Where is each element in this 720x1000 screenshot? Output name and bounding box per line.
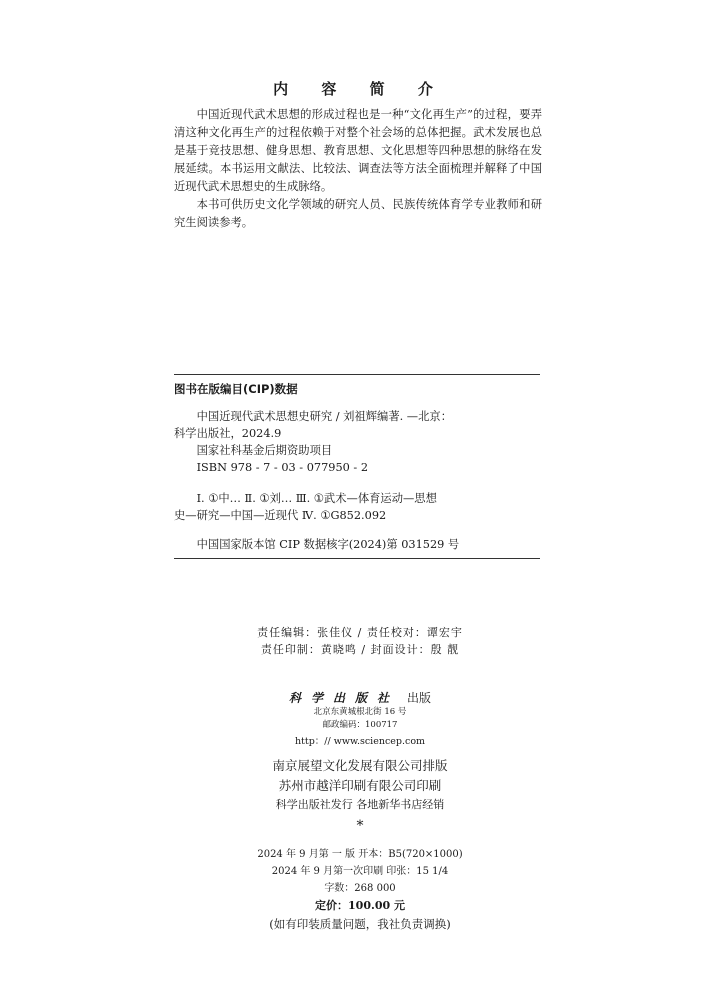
cip-isbn: ISBN 978 - 7 - 03 - 077950 - 2 <box>196 461 369 474</box>
cip-entry-line-2: 科学出版社，2024.9 <box>174 427 282 440</box>
publisher-postcode: 邮政编码：100717 <box>322 720 398 730</box>
summary-title: 内 容 简 介 <box>273 80 447 98</box>
printer-line: 苏州市越洋印刷有限公司印刷 <box>278 778 442 793</box>
price: 定价：100.00 元 <box>315 899 405 912</box>
summary-paragraph-1: 中国近现代武术思想的形成过程也是一种“文化再生产”的过程，要弄清这种文化再生产的过程依赖于对整个社会场的总体把握。武术发展也总是基于竞技思想、健身思想、教育思想、文化思想等四种思想的脉络在发展延续。本书运用文献法、比较法、调查法等方法全面梳理并解释了中国近现代武术思想史的生成脉络。 <box>174 108 542 193</box>
publisher-name <box>0 690 720 706</box>
word-count: 字数：268 000 <box>324 883 396 894</box>
edition-line-2: 2024 年 9 月第一次印刷 印张：15 1/4 <box>271 866 449 877</box>
quality-notice: (如有印装质量问题，我社负责调换) <box>269 917 451 931</box>
staff-line-2: 责任印制：黄晓鸣 / 封面设计：殷 靓 <box>260 643 460 656</box>
cip-heading: 图书在版编目(CIP)数据 <box>174 382 298 396</box>
cip-classification-line-1: Ⅰ. ①中… Ⅱ. ①刘… Ⅲ. ①武术—体育运动—思想 <box>196 492 437 505</box>
cip-project: 国家社科基金后期资助项目 <box>196 444 333 457</box>
cip-verification: 中国国家版本馆 CIP 数据核字(2024)第 031529 号 <box>196 538 460 551</box>
publisher-logo: 科学出版社 <box>288 691 399 705</box>
publish-word: 出版 <box>407 691 432 705</box>
publisher-url: http：// www.sciencep.com <box>294 736 426 747</box>
summary-paragraph-2: 本书可供历史文化学领域的研究人员、民族传统体育学专业教师和研究生阅读参考。 <box>174 198 542 229</box>
edition-line-1: 2024 年 9 月第 一 版 开本：B5(720×1000) <box>257 849 463 860</box>
staff-line-1: 责任编辑：张佳仪 / 责任校对：谭宏宇 <box>257 626 463 639</box>
cip-classification-line-2: 史—研究—中国—近现代 Ⅳ. ①G852.092 <box>174 509 387 522</box>
separator-star: * <box>356 818 364 834</box>
cip-entry-line-1: 中国近现代武术思想史研究 / 刘祖辉编著. —北京： <box>196 410 453 423</box>
publisher-info <box>0 690 720 834</box>
edition-info <box>0 846 720 933</box>
typesetter-line: 南京展望文化发展有限公司排版 <box>272 758 448 773</box>
cip-block <box>174 374 540 559</box>
publisher-address: 北京东黄城根北街 16 号 <box>313 707 407 717</box>
distribution-line: 科学出版社发行 各地新华书店经销 <box>275 798 445 811</box>
staff-credits <box>0 624 720 658</box>
summary-text <box>174 106 542 232</box>
